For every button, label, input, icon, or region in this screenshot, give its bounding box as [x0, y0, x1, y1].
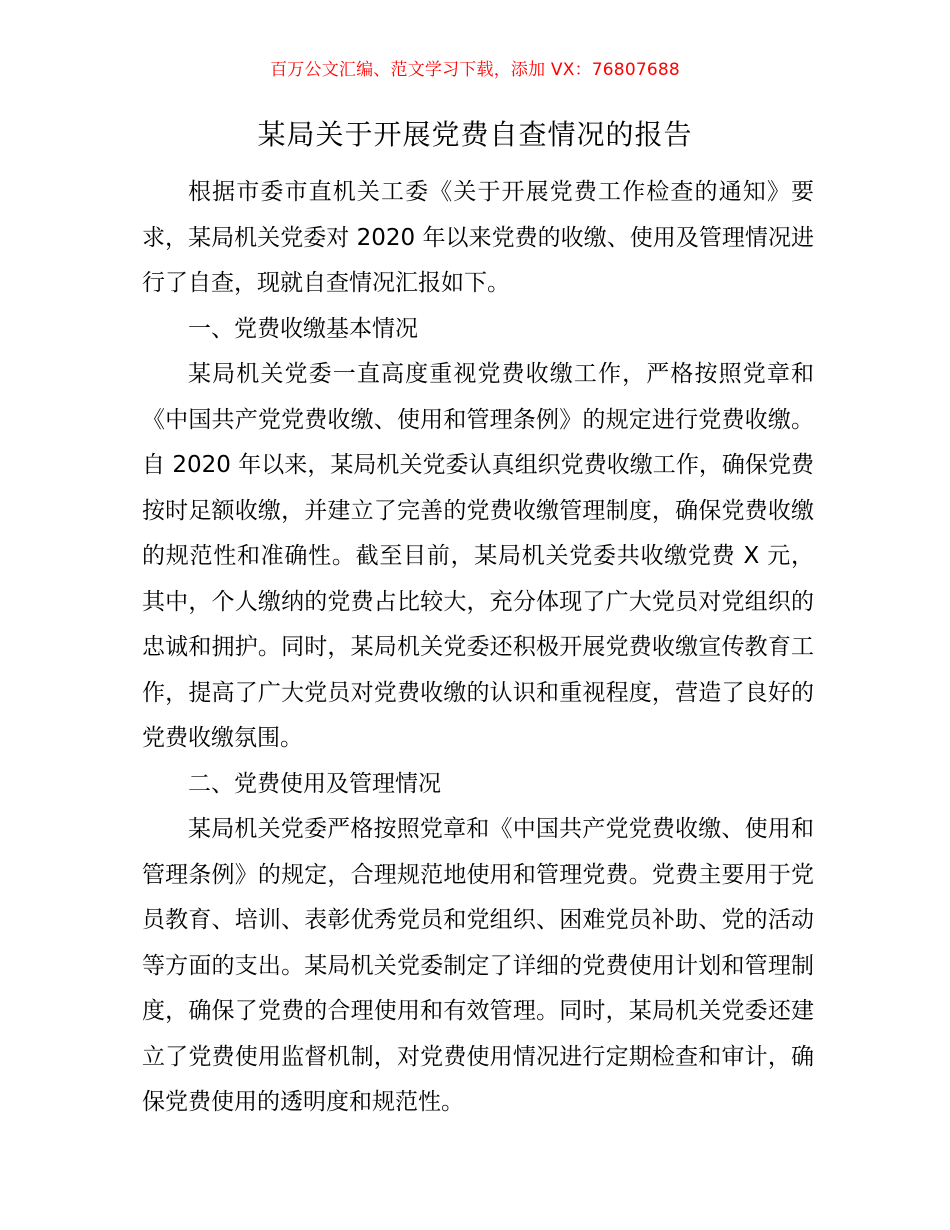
section-heading-collection: 一、党费收缴基本情况	[188, 315, 418, 342]
usage-paragraph: 某局机关党委严格按照党章和《中国共产党党费收缴、使用和管理条例》的规定，合理规范地使用和管理党费。党费主要用于党员教育、培训、表彰优秀党员和党组织、困难党员补助、党的活动等方面的支出。某局机关党委制定了详细的党费使用计划和管理制度，确保了党费的合理使用和有效管理。同时，某局机关党委还建立了党费使用监督机制，对党费使用情况进行定期检查和审计，确保党费使用的透明度和规范性。	[142, 816, 814, 1115]
section-heading-usage: 二、党费使用及管理情况	[188, 770, 441, 797]
intro-paragraph: 根据市委市直机关工委《关于开展党费工作检查的通知》要求，某局机关党委对 2020 年以来党费的收缴、使用及管理情况进行了自查，现就自查情况汇报如下。	[142, 179, 814, 296]
document-body	[142, 170, 814, 1126]
document-title: 某局关于开展党费自查情况的报告	[257, 118, 693, 151]
watermark-text: 百万公文汇编、范文学习下载，添加 VX：76807688	[270, 60, 680, 80]
collection-paragraph: 某局机关党委一直高度重视党费收缴工作，严格按照党章和《中国共产党党费收缴、使用和管理条例》的规定进行党费收缴。自 2020 年以来，某局机关党委认真组织党费收缴工作，确保党费按时足额收缴，并建立了完善的党费收缴管理制度，确保党费收缴的规范性和准确性。截至目前，某局机关党委共收缴党费 X 元，其中，个人缴纳的党费占比较大，充分体现了广大党员对党组织的忠诚和拥护。同时，某局机关党委还积极开展党费收缴宣传教育工作，提高了广大党员对党费收缴的认识和重视程度，营造了良好的党费收缴氛围。	[142, 361, 814, 751]
